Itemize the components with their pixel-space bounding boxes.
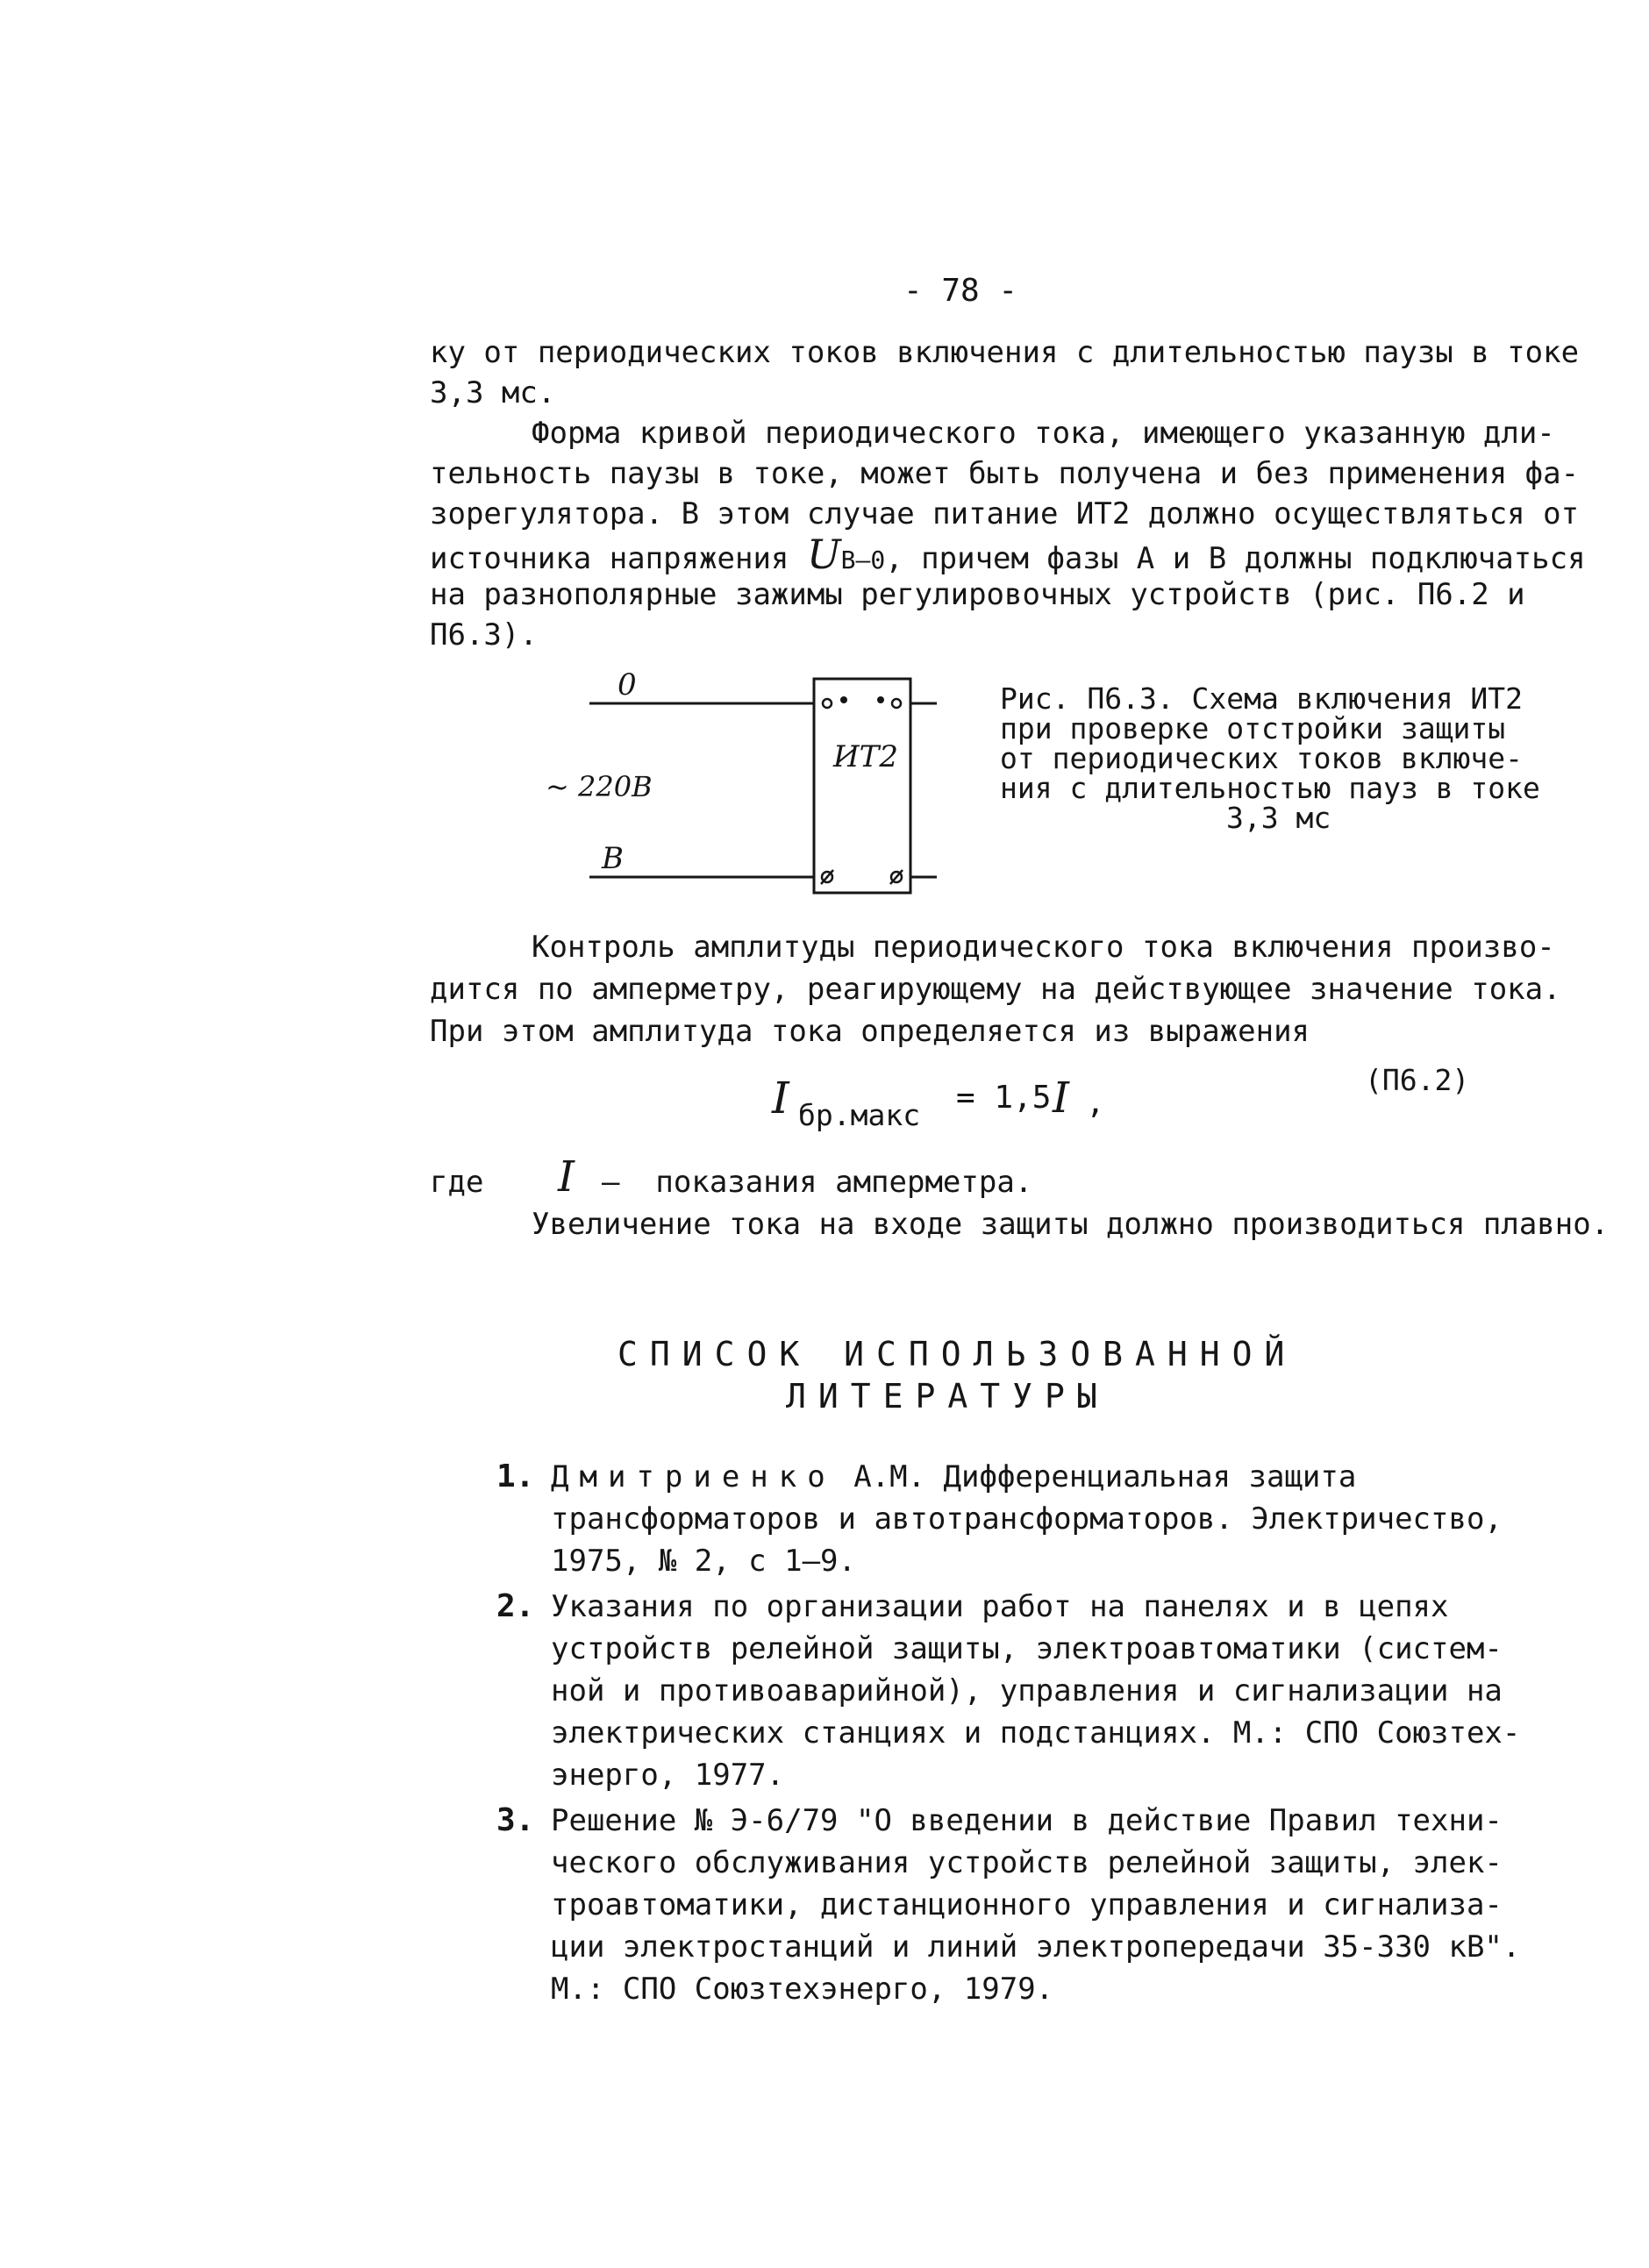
label-voltage: ~ 220В (546, 770, 653, 803)
text-line: дится по амперметру, реагирующему на действующее значение тока. (430, 972, 1561, 1007)
text-line: тельность паузы в токе, может быть получена и без применения фа- (430, 456, 1580, 491)
text-line: При этом амплитуда тока определяется из выражения (430, 1014, 1310, 1049)
caption-line: ния с длительностью пауз в токе (1000, 771, 1540, 805)
caption-line: Рис. П6.3. Схема включения ИТ2 (1000, 681, 1524, 716)
caption-line: при проверке отстройки защиты (1000, 711, 1506, 745)
text-line: 3,3 мс. (430, 375, 556, 410)
reference-line: ческого обслуживания устройств релейной защиты, элек- (551, 1845, 1503, 1880)
text-line-with-voltage (430, 531, 1586, 578)
device-box (814, 679, 910, 893)
where-variable: I (558, 1152, 575, 1202)
reference-line: трансформаторов и автотрансформаторов. Электричество, (551, 1501, 1503, 1537)
reference-line: Решение № Э-6/79 "О введении в действие Правил техни- (551, 1803, 1503, 1838)
where-word: где (430, 1165, 484, 1200)
text-fragment: , причем фазы А и В должны подключаться (885, 541, 1586, 576)
text-line: Увеличение тока на входе защиты должно производиться плавно. (532, 1207, 1610, 1242)
heading-line: ЛИТЕРАТУРЫ (786, 1377, 1110, 1416)
page-number: - 78 - (903, 273, 1018, 309)
caption-line: 3,3 мс (1226, 801, 1331, 835)
reference-author: Дмитриенко (551, 1459, 836, 1494)
reference-line: ции электростанций и линий электропередачи 35-330 кВ". (551, 1929, 1521, 1965)
text-line: ку от периодических токов включения с длительностью паузы в токе (430, 335, 1580, 370)
caption-line: от периодических токов включе- (1000, 741, 1524, 775)
reference-number: 2. (496, 1588, 535, 1624)
reference-line: устройств релейной защиты, электроавтоматики (систем- (551, 1631, 1503, 1666)
text-line: Контроль амплитуды периодического тока включения произво- (532, 930, 1555, 965)
heading-line: СПИСОК ИСПОЛЬЗОВАННОЙ (617, 1335, 1297, 1373)
equation-current-symbol: I (772, 1073, 789, 1123)
voltage-subscript: В–0 (840, 546, 886, 574)
reference-line: М.: СПО Союзтехэнерго, 1979. (551, 1972, 1054, 2007)
text-line: на разнополярные зажимы регулировочных устройств (рис. П6.2 и (430, 577, 1525, 612)
where-text: – показания амперметра. (602, 1165, 1033, 1200)
label-zero: 0 (617, 667, 637, 703)
equation-punctuation: , (1086, 1085, 1105, 1121)
text-fragment: источника напряжения (430, 541, 807, 576)
label-b: В (602, 841, 624, 876)
equation-coefficient: = 1,5 (956, 1080, 1052, 1116)
equation-subscript: бр.макс (798, 1098, 921, 1132)
terminal-dot (840, 696, 847, 703)
terminal-dot (877, 696, 884, 703)
equation-number: (П6.2) (1365, 1063, 1470, 1097)
terminal-top-left (823, 699, 832, 708)
reference-text: А.М. Дифференциальная защита (853, 1459, 1357, 1494)
reference-line: 1975, № 2, с 1–9. (551, 1544, 856, 1579)
text-line: Форма кривой периодического тока, имеющего указанную дли- (532, 416, 1555, 451)
reference-line: электрических станциях и подстанциях. М.: СПО Союзтех- (551, 1715, 1521, 1751)
reference-line: ной и противоаварийной), управления и сигнализации на (551, 1673, 1503, 1708)
text-line: зорегулятора. В этом случае питание ИТ2 должно осуществляться от (430, 496, 1580, 531)
device-label: ИТ2 (833, 739, 898, 774)
reference-number: 1. (496, 1459, 535, 1494)
text-line: П6.3). (430, 617, 538, 653)
terminal-top-right (892, 699, 901, 708)
reference-line: троавтоматики, дистанционного управления и сигнализа- (551, 1887, 1503, 1922)
equation-current-symbol-rhs: I (1053, 1073, 1069, 1123)
reference-line: Указания по организации работ на панелях и в цепях (551, 1589, 1449, 1624)
reference-line: энерго, 1977. (551, 1758, 785, 1793)
reference-line (551, 1459, 1356, 1494)
reference-number: 3. (496, 1802, 535, 1838)
circuit-diagram (526, 658, 947, 903)
voltage-symbol: U (806, 531, 841, 578)
